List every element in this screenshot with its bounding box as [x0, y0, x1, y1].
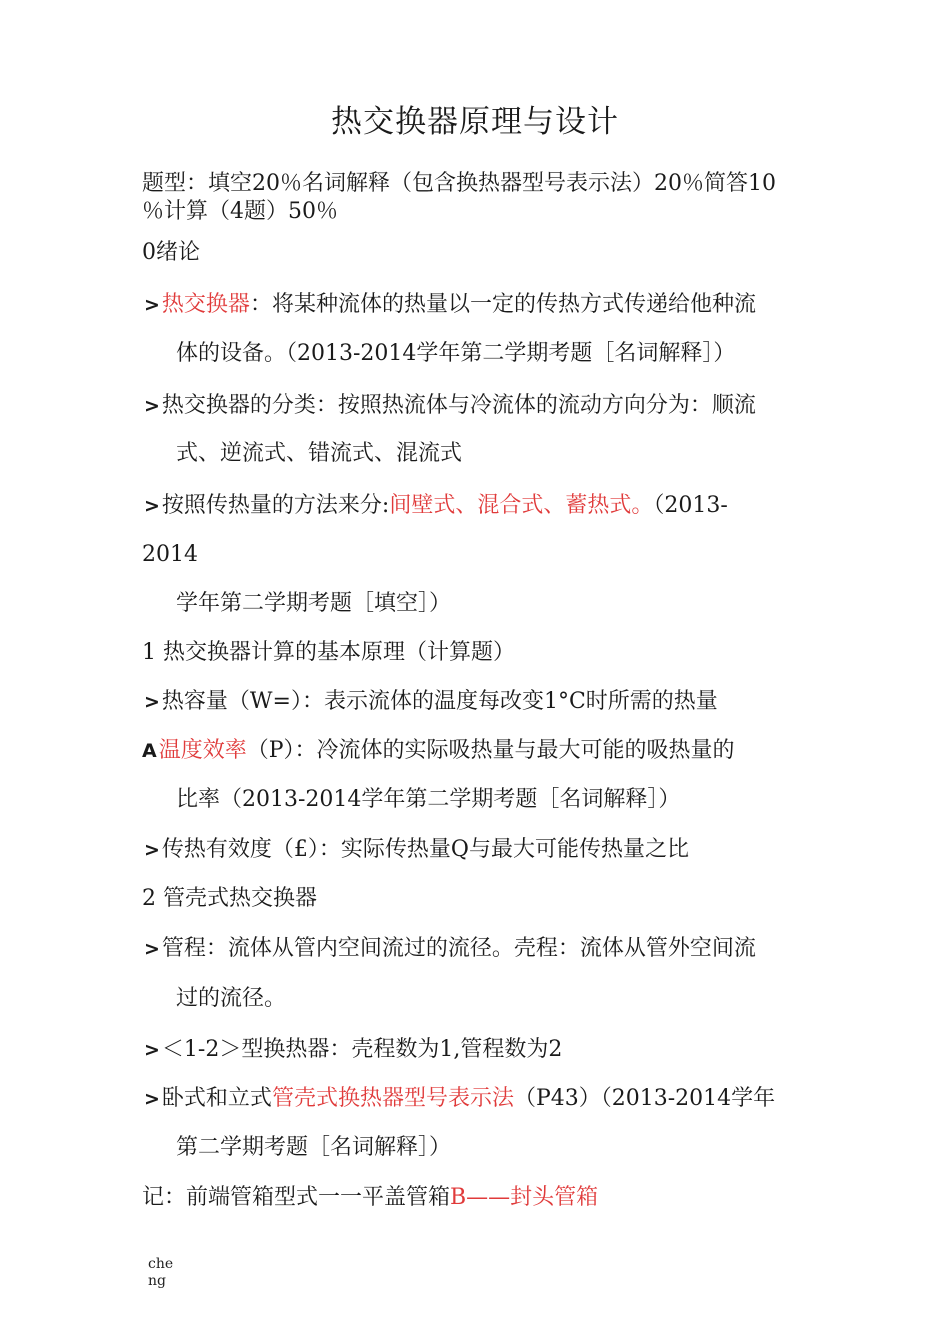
bullet-marker: > — [144, 294, 160, 316]
bullet-marker: > — [144, 1039, 160, 1061]
footer-line-2: ng — [148, 1273, 166, 1289]
item-continuation: 式、逆流式、错流式、混流式 — [176, 441, 463, 466]
section-2-heading: 2 管壳式热交换器 — [142, 886, 317, 911]
bullet-marker: > — [144, 395, 160, 417]
list-item — [144, 834, 689, 866]
page-footer — [148, 1256, 173, 1290]
item-text: 按照传热量的方法来分: — [161, 493, 390, 518]
list-item — [144, 390, 756, 422]
list-item — [144, 933, 756, 965]
list-item — [144, 289, 756, 321]
list-item — [144, 1034, 562, 1066]
item-text: ：将某种流体的热量以一定的传热方式传递给他种流 — [249, 292, 756, 317]
section-1-heading: 1 热交换器计算的基本原理（计算题） — [142, 640, 515, 665]
item-text: 管程：流体从管内空间流过的流径。壳程：流体从管外空间流 — [161, 936, 756, 961]
item-tail: （2013- — [653, 493, 728, 518]
note-line — [142, 1182, 598, 1214]
note-text: 记：前端管箱型式一一平盖管箱 — [142, 1185, 451, 1210]
item-tail: （P43）（2013-2014学年 — [513, 1086, 776, 1111]
bullet-marker: A — [142, 740, 157, 762]
item-continuation: 第二学期考题［名词解释］） — [176, 1135, 452, 1160]
bullet-marker: > — [144, 495, 160, 517]
bullet-marker: > — [144, 691, 160, 713]
item-text: 传热有效度（£）：实际传热量Q与最大可能传热量之比 — [161, 837, 689, 862]
note-highlight: B——封头管箱 — [450, 1185, 599, 1210]
item-text: 热交换器的分类：按照热流体与冷流体的流动方向分为：顺流 — [161, 393, 756, 418]
item-text: ＜1-2＞型换热器：壳程数为1,管程数为2 — [161, 1037, 563, 1062]
item-continuation: 2014 — [142, 542, 198, 567]
footer-line-1: che — [148, 1256, 174, 1272]
term-highlight: 温度效率 — [158, 738, 247, 763]
intro-line-1: 题型：填空20％名词解释（包含换热器型号表示法）20％简答10 — [142, 171, 776, 196]
term-highlight: 热交换器 — [161, 292, 250, 317]
item-text: 卧式和立式 — [161, 1086, 272, 1111]
bullet-marker: > — [144, 1088, 160, 1110]
list-item — [144, 686, 718, 718]
item-text: （P）：冷流体的实际吸热量与最大可能的吸热量的 — [246, 738, 735, 763]
bullet-marker: > — [144, 938, 160, 960]
list-item — [144, 490, 728, 522]
item-text: 热容量（W=）：表示流体的温度每改变1°C时所需的热量 — [161, 689, 718, 714]
item-continuation: 体的设备。（2013-2014学年第二学期考题［名词解释］） — [176, 341, 736, 366]
section-0-heading: 0绪论 — [142, 240, 200, 265]
term-highlight: 间壁式、混合式、蓄热式。 — [389, 493, 654, 518]
bullet-marker: > — [144, 839, 160, 861]
item-continuation: 学年第二学期考题［填空］） — [176, 591, 452, 616]
list-item — [144, 1083, 775, 1115]
list-item — [142, 735, 735, 767]
item-continuation: 比率（2013-2014学年第二学期考题［名词解释］） — [176, 787, 681, 812]
intro-line-2: ％计算（4题）50％ — [142, 199, 338, 224]
page-title: 热交换器原理与设计 — [331, 104, 619, 140]
term-highlight: 管壳式换热器型号表示法 — [271, 1086, 514, 1111]
item-continuation: 过的流径。 — [176, 986, 287, 1011]
